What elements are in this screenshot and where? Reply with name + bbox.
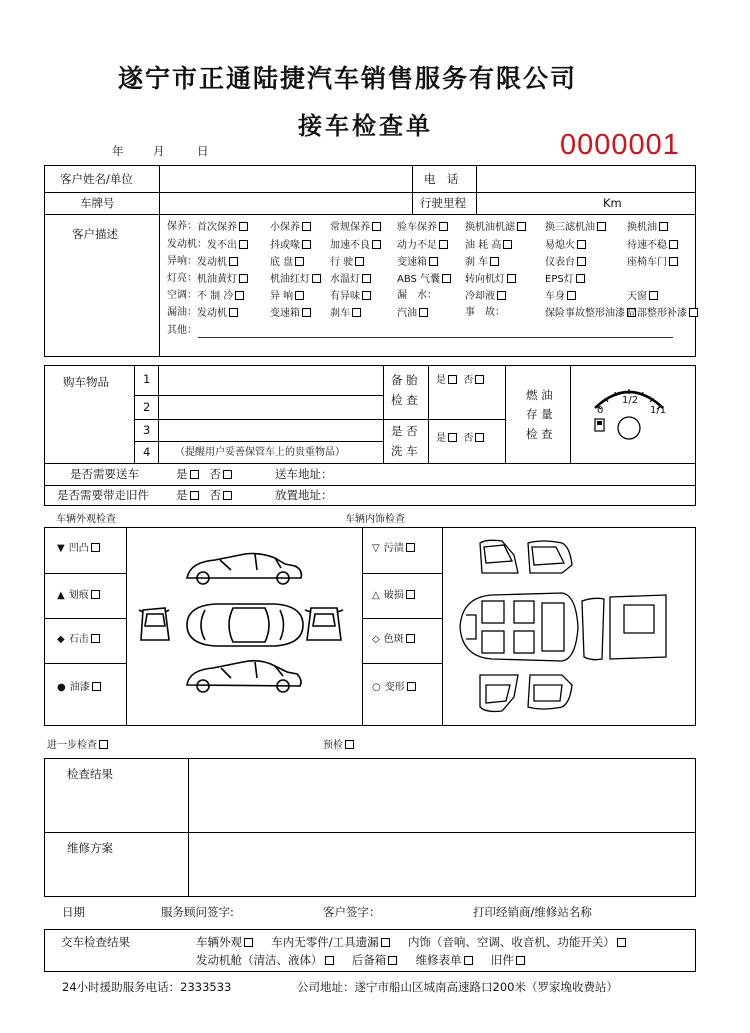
desc-option-label: 汽油 xyxy=(397,308,417,319)
handover-old-parts-label: 旧件 xyxy=(490,953,514,967)
handover-exterior-checkbox[interactable] xyxy=(244,938,253,947)
desc-option-label: 变速箱 xyxy=(270,308,300,319)
legend-item xyxy=(372,590,415,601)
desc-option-checkbox[interactable] xyxy=(302,308,311,317)
desc-option-checkbox[interactable] xyxy=(576,274,585,283)
company-address: 公司地址：遂宁市船山区城南高速路口200米（罗家堍收费站） xyxy=(297,980,618,994)
legend-checkbox[interactable] xyxy=(407,682,416,691)
wash-yes-label: 是 xyxy=(436,433,446,444)
desc-option xyxy=(397,291,437,301)
desc-option-checkbox[interactable] xyxy=(239,240,248,249)
legend-symbol-icon: ◇ xyxy=(372,634,380,645)
legend-symbol-icon: ○ xyxy=(372,682,381,693)
desc-option-label: 底 盘 xyxy=(270,257,294,268)
legend-label: 色斑 xyxy=(383,634,404,645)
desc-option xyxy=(197,257,238,268)
desc-option-checkbox[interactable] xyxy=(229,308,238,317)
desc-option-label: 变速箱 xyxy=(397,257,427,268)
desc-option-label: 转向机灯 xyxy=(465,274,505,285)
spare-tire-options xyxy=(436,375,484,386)
take-old-parts-label: 是否需要带走旧件 xyxy=(57,488,149,502)
purchase-item-field-3[interactable] xyxy=(160,421,382,440)
legend-item xyxy=(372,682,416,693)
desc-option-checkbox[interactable] xyxy=(507,274,516,283)
hotline-text: 24小时援助服务电话：2333533 xyxy=(62,980,232,994)
desc-row-prefix: 异响： xyxy=(167,256,197,267)
send-address-label: 送车地址： xyxy=(275,467,333,481)
further-check-label: 进一步检查 xyxy=(47,740,97,751)
gauge-mark-full: 1/1 xyxy=(650,405,667,416)
desc-row-prefix: 漏油： xyxy=(167,307,197,318)
desc-option-checkbox[interactable] xyxy=(649,291,658,300)
legend-symbol-icon: ▼ xyxy=(57,543,65,554)
purchase-label: 购车物品 xyxy=(63,375,109,389)
desc-option-label: EPS灯 xyxy=(545,274,574,285)
purchase-item-field-2[interactable] xyxy=(160,397,382,418)
desc-option xyxy=(330,240,381,251)
desc-option xyxy=(207,240,248,251)
customer-name-label: 客户姓名/单位 xyxy=(60,172,133,186)
desc-option xyxy=(197,274,248,285)
further-check-options xyxy=(47,740,108,751)
desc-option xyxy=(270,257,304,268)
legend-item xyxy=(372,634,415,645)
handover-engine-label: 发动机舱（清洁、液体） xyxy=(196,953,323,967)
desc-option-checkbox[interactable] xyxy=(372,240,381,249)
legend-symbol-icon: ◆ xyxy=(57,634,65,645)
purchase-row-1: 1 xyxy=(143,372,151,386)
wash-label-2: 洗 车 xyxy=(391,444,418,458)
desc-option-checkbox[interactable] xyxy=(362,274,371,283)
plate-label: 车牌号 xyxy=(80,196,115,210)
purchase-row-3: 3 xyxy=(143,423,151,437)
desc-option-checkbox[interactable] xyxy=(235,291,244,300)
desc-option xyxy=(627,222,668,233)
desc-option xyxy=(465,274,516,285)
spare-tire-yes-label: 是 xyxy=(436,375,446,386)
legend-item xyxy=(57,634,100,645)
spare-tire-no-checkbox[interactable] xyxy=(475,375,484,384)
handover-form-label: 维修表单 xyxy=(415,953,462,967)
sign-date-label: 日期 xyxy=(62,905,85,919)
desc-option-label: 有异味 xyxy=(330,291,360,302)
desc-option-label: 水温灯 xyxy=(330,274,360,285)
desc-option-checkbox[interactable] xyxy=(295,291,304,300)
legend-label: 破损 xyxy=(383,590,404,601)
wash-label-1: 是 否 xyxy=(391,424,418,438)
take-old-yes-label: 是 xyxy=(176,488,188,502)
desc-option-label: 发动机 xyxy=(197,257,227,268)
desc-option-label: 发动机 xyxy=(197,308,227,319)
interior-check-title: 车辆内饰检查 xyxy=(345,514,405,525)
gauge-mark-half: 1/2 xyxy=(622,395,639,406)
desc-option-label: 油 耗 高 xyxy=(465,240,502,251)
legend-checkbox[interactable] xyxy=(91,634,100,643)
desc-row-prefix: 发动机： xyxy=(167,239,207,250)
desc-option-label: 漏 水： xyxy=(397,290,437,301)
advisor-sign-label: 服务顾问签字: xyxy=(161,905,234,919)
car-exterior-diagram[interactable] xyxy=(135,540,355,700)
wash-no-label: 否 xyxy=(463,433,474,444)
desc-option xyxy=(465,308,505,318)
desc-option-checkbox[interactable] xyxy=(567,291,576,300)
desc-option-label: 换机油机滤 xyxy=(465,222,515,233)
handover-no-parts-checkbox[interactable] xyxy=(381,938,390,947)
desc-option xyxy=(397,240,448,251)
desc-option-label: 刹车 xyxy=(330,308,350,319)
take-old-options xyxy=(176,490,232,502)
date-month: 月 xyxy=(153,144,165,158)
fuel-label-1: 燃 油 xyxy=(526,388,553,402)
desc-option xyxy=(397,308,428,319)
mileage-label: 行驶里程 xyxy=(420,196,466,210)
customer-desc-label: 客户描述 xyxy=(72,227,118,241)
handover-exterior-label: 车辆外观 xyxy=(196,935,242,949)
desc-option xyxy=(627,291,658,302)
desc-option xyxy=(545,274,585,285)
desc-option-label: 加速不良 xyxy=(330,240,370,251)
desc-option xyxy=(197,222,248,233)
desc-option xyxy=(270,274,321,285)
desc-option xyxy=(330,291,371,302)
desc-option-checkbox[interactable] xyxy=(419,308,428,317)
take-old-no-checkbox[interactable] xyxy=(223,491,232,500)
desc-option-label: 小保养 xyxy=(270,222,300,233)
handover-interior-label: 内饰（音响、空调、收音机、功能开关） xyxy=(407,935,615,949)
spare-tire-yes-checkbox[interactable] xyxy=(448,375,457,384)
phone-field[interactable] xyxy=(478,167,693,191)
desc-option-checkbox[interactable] xyxy=(355,257,364,266)
desc-option xyxy=(545,222,606,233)
purchase-row-4: 4 xyxy=(143,445,151,459)
handover-interior-checkbox[interactable] xyxy=(617,938,626,947)
desc-option xyxy=(545,308,636,319)
handover-trunk-checkbox[interactable] xyxy=(388,956,397,965)
desc-option xyxy=(627,308,698,319)
desc-option-checkbox[interactable] xyxy=(302,222,311,231)
desc-option xyxy=(465,240,512,251)
desc-option-checkbox[interactable] xyxy=(439,222,448,231)
desc-option-label: 常规保养 xyxy=(330,222,370,233)
legend-symbol-icon: ▽ xyxy=(372,543,380,554)
desc-option xyxy=(465,291,506,302)
form-title: 接车检查单 xyxy=(298,111,433,140)
desc-option xyxy=(397,222,448,233)
desc-option-label: 刹 车 xyxy=(465,257,489,268)
desc-option-label: 待速不稳 xyxy=(627,240,667,251)
legend-label: 石击 xyxy=(68,634,89,645)
desc-option xyxy=(330,222,381,233)
desc-option xyxy=(545,291,576,302)
desc-option-label: 机油红灯 xyxy=(270,274,310,285)
desc-option xyxy=(270,308,311,319)
take-old-yes-checkbox[interactable] xyxy=(190,491,199,500)
take-old-no-label: 否 xyxy=(209,488,221,502)
desc-option xyxy=(270,291,304,302)
exterior-check-title: 车辆外观检查 xyxy=(56,514,116,525)
legend-symbol-icon: ▲ xyxy=(57,590,65,601)
desc-option-label: 首次保养 xyxy=(197,222,237,233)
valuables-note: （提醒用户妥善保管车上的贵重物品） xyxy=(175,447,345,458)
desc-option xyxy=(545,257,586,268)
serial-number: 0000001 xyxy=(560,129,680,161)
desc-option-label: 行 驶 xyxy=(330,257,354,268)
legend-item xyxy=(57,590,100,601)
legend-label: 污渍 xyxy=(383,543,404,554)
desc-option xyxy=(545,240,586,251)
mileage-unit: Km xyxy=(603,196,622,210)
desc-option-checkbox[interactable] xyxy=(689,308,698,317)
desc-option xyxy=(330,257,364,268)
check-result-label: 检查结果 xyxy=(67,767,113,781)
desc-option-checkbox[interactable] xyxy=(239,222,248,231)
desc-option xyxy=(627,240,678,251)
handover-old-parts-checkbox[interactable] xyxy=(516,956,525,965)
desc-option-checkbox[interactable] xyxy=(295,257,304,266)
desc-option-checkbox[interactable] xyxy=(352,308,361,317)
phone-label: 电 话 xyxy=(424,172,459,186)
handover-form-checkbox[interactable] xyxy=(464,956,473,965)
desc-option xyxy=(270,222,311,233)
desc-option-checkbox[interactable] xyxy=(497,291,506,300)
legend-checkbox[interactable] xyxy=(92,682,101,691)
desc-option-label: 换三滤机油 xyxy=(545,222,595,233)
customer-name-field[interactable] xyxy=(161,167,410,191)
wash-yes-checkbox[interactable] xyxy=(448,433,457,442)
desc-option-checkbox[interactable] xyxy=(517,222,526,231)
legend-item xyxy=(57,543,100,554)
spare-tire-label-1: 备 胎 xyxy=(391,373,418,387)
desc-option-label: 抖或喙 xyxy=(270,240,300,251)
send-car-yes-label: 是 xyxy=(176,467,188,481)
desc-option-checkbox[interactable] xyxy=(597,222,606,231)
desc-option-checkbox[interactable] xyxy=(439,240,448,249)
legend-label: 划痕 xyxy=(68,590,89,601)
desc-option xyxy=(627,257,678,268)
pre-check-checkbox[interactable] xyxy=(345,740,354,749)
purchase-row-2: 2 xyxy=(143,400,151,414)
fuel-label-2: 存 量 xyxy=(526,407,553,421)
purchase-item-field-1[interactable] xyxy=(160,367,382,394)
desc-option xyxy=(465,222,526,233)
legend-checkbox[interactable] xyxy=(91,590,100,599)
desc-option-label: ABS 气囊 xyxy=(397,274,441,285)
dealer-name-label: 打印经销商/维修站名称 xyxy=(473,905,592,919)
legend-label: 油漆 xyxy=(69,682,90,693)
legend-checkbox[interactable] xyxy=(406,634,415,643)
date-day: 日 xyxy=(197,144,209,158)
legend-symbol-icon: △ xyxy=(372,590,380,601)
desc-option-checkbox[interactable] xyxy=(312,274,321,283)
send-car-no-label: 否 xyxy=(209,467,221,481)
legend-item xyxy=(57,682,101,693)
desc-option-label: 局部整形补漆 xyxy=(627,308,687,319)
desc-option-checkbox[interactable] xyxy=(669,257,678,266)
send-car-yes-checkbox[interactable] xyxy=(190,470,199,479)
send-car-options xyxy=(176,469,232,481)
desc-option-checkbox[interactable] xyxy=(302,240,311,249)
desc-option-checkbox[interactable] xyxy=(577,240,586,249)
place-address-label: 放置地址： xyxy=(275,488,333,502)
desc-option-checkbox[interactable] xyxy=(362,291,371,300)
legend-label: 变形 xyxy=(384,682,405,693)
desc-option-checkbox[interactable] xyxy=(669,240,678,249)
handover-trunk-label: 后备箱 xyxy=(351,953,387,967)
check-result-field[interactable] xyxy=(190,760,694,831)
legend-item xyxy=(372,543,415,554)
handover-row-1 xyxy=(196,937,626,949)
spare-tire-label-2: 检 查 xyxy=(391,393,418,407)
desc-option-label: 发不出 xyxy=(207,240,237,251)
legend-symbol-icon: ● xyxy=(57,682,66,693)
pre-check-label: 预检 xyxy=(323,740,343,751)
desc-option-label: 天窗 xyxy=(627,291,647,302)
desc-option-label: 验车保养 xyxy=(397,222,437,233)
desc-option-label: 换机油 xyxy=(627,222,657,233)
desc-option-checkbox[interactable] xyxy=(659,222,668,231)
send-car-no-checkbox[interactable] xyxy=(223,470,232,479)
desc-option-checkbox[interactable] xyxy=(490,257,499,266)
other-label: 其他： xyxy=(167,325,197,336)
legend-checkbox[interactable] xyxy=(406,543,415,552)
desc-option xyxy=(197,308,238,319)
legend-checkbox[interactable] xyxy=(91,543,100,552)
desc-option-checkbox[interactable] xyxy=(372,222,381,231)
desc-row-prefix: 空调： xyxy=(167,290,197,301)
further-check-checkbox[interactable] xyxy=(99,740,108,749)
desc-option-label: 仪表台 xyxy=(545,257,575,268)
gauge-mark-empty: 0 xyxy=(597,405,604,416)
repair-plan-field[interactable] xyxy=(190,834,694,895)
handover-no-parts-label: 车内无零件/工具遗漏 xyxy=(271,935,379,949)
desc-option-label: 易熄火 xyxy=(545,240,575,251)
send-car-label: 是否需要送车 xyxy=(70,467,139,481)
desc-option-label: 座椅车门 xyxy=(627,257,667,268)
desc-option-checkbox[interactable] xyxy=(429,257,438,266)
company-name: 遂宁市正通陆捷汽车销售服务有限公司 xyxy=(118,64,578,93)
other-field[interactable] xyxy=(198,337,673,338)
desc-option-checkbox[interactable] xyxy=(442,274,451,283)
desc-option xyxy=(465,257,499,268)
wash-no-checkbox[interactable] xyxy=(475,433,484,442)
pre-check-options xyxy=(323,740,354,751)
desc-option-label: 不 制 冷 xyxy=(197,291,234,302)
desc-option-label: 冷却液 xyxy=(465,291,495,302)
date-year: 年 xyxy=(112,144,124,158)
desc-option-checkbox[interactable] xyxy=(503,240,512,249)
desc-option xyxy=(397,274,451,285)
legend-label: 凹凸 xyxy=(68,543,89,554)
handover-label: 交车检查结果 xyxy=(61,935,130,949)
car-interior-diagram[interactable] xyxy=(452,535,674,720)
desc-row-prefix: 保养： xyxy=(167,221,197,232)
desc-option xyxy=(197,291,244,302)
spare-tire-no-label: 否 xyxy=(463,375,474,386)
desc-option-checkbox[interactable] xyxy=(229,257,238,266)
plate-field[interactable] xyxy=(161,194,410,213)
wash-options xyxy=(436,433,484,444)
desc-row-prefix: 灯亮： xyxy=(167,273,197,284)
legend-checkbox[interactable] xyxy=(406,590,415,599)
handover-engine-checkbox[interactable] xyxy=(325,956,334,965)
customer-sign-label: 客户签字： xyxy=(323,905,381,919)
desc-option-checkbox[interactable] xyxy=(239,274,248,283)
desc-option-label: 异 响 xyxy=(270,291,294,302)
desc-option xyxy=(397,257,438,268)
desc-option-label: 保险事故整形油漆 xyxy=(545,308,625,319)
desc-option-label: 机油黄灯 xyxy=(197,274,237,285)
desc-option-label: 车身 xyxy=(545,291,565,302)
desc-option-checkbox[interactable] xyxy=(577,257,586,266)
desc-option xyxy=(330,308,361,319)
handover-row-2 xyxy=(196,955,525,967)
repair-plan-label: 维修方案 xyxy=(67,841,113,855)
desc-option xyxy=(330,274,371,285)
fuel-label-3: 检 查 xyxy=(526,427,553,441)
desc-option-label: 事 故： xyxy=(465,307,505,318)
desc-option xyxy=(270,240,311,251)
desc-option-label: 动力不足 xyxy=(397,240,437,251)
